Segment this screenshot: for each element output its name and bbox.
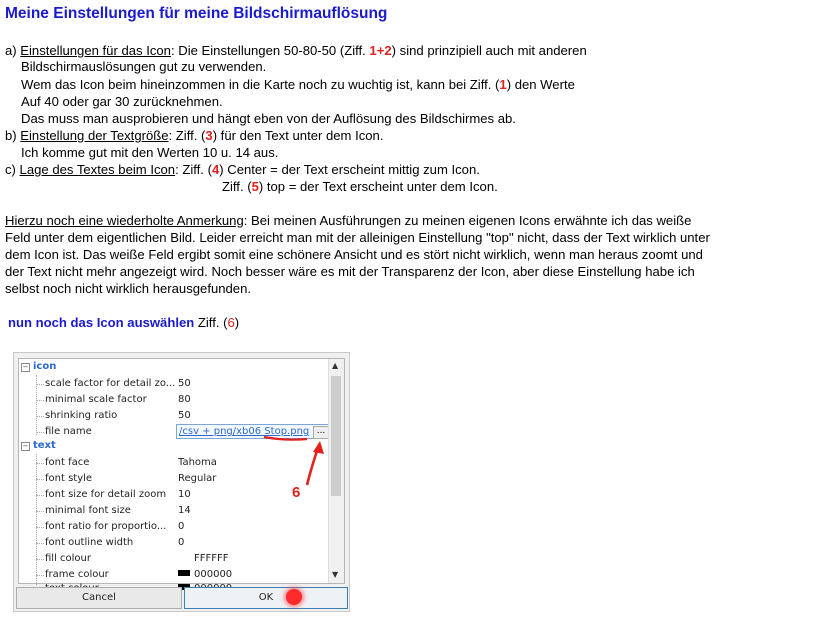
note-line-2: Feld unter dem eigentlichen Bild. Leider erreicht man mit der alleinigen Einstellung "top" nicht, dass der Text wirklich unter xyxy=(5,230,710,245)
section-b-label: Einstellung der Textgröße xyxy=(20,128,169,143)
note-text: : Bei meinen Ausführungen zu meinen eigenen Icons erwähnte ich das weiße xyxy=(243,213,692,228)
section-c-prefix: c) xyxy=(5,162,20,177)
property-name: font style xyxy=(45,473,93,484)
property-name: file name xyxy=(45,426,92,437)
ref-number: 4 xyxy=(211,162,220,177)
property-name: font face xyxy=(45,457,90,468)
property-value[interactable]: 0 xyxy=(178,537,185,548)
note-label: Hierzu noch eine wiederholte Anmerkung xyxy=(5,213,244,228)
property-value[interactable]: Tahoma xyxy=(178,457,217,468)
section-a-prefix: a) xyxy=(5,43,21,58)
property-name: minimal scale factor xyxy=(45,394,147,405)
page-title: Meine Einstellungen für meine Bildschirmauflösung xyxy=(5,5,388,22)
ref-number: 1 xyxy=(499,77,507,92)
category-label: text xyxy=(33,440,56,451)
section-b-prefix: b) xyxy=(5,128,21,143)
properties-dialog xyxy=(13,352,350,612)
section-c-text: ) Center = der Text erscheint mittig zum Icon. xyxy=(219,162,480,177)
select-text: ) xyxy=(234,315,240,330)
property-value[interactable]: 50 xyxy=(178,378,191,389)
section-a-line-4: Auf 40 oder gar 30 zurücknehmen. xyxy=(21,94,223,109)
property-name: font outline width xyxy=(45,537,134,548)
property-name: shrinking ratio xyxy=(45,410,118,421)
ref-number: 6 xyxy=(227,315,235,330)
section-c-line-1 xyxy=(5,162,480,179)
select-icon-heading: nun noch das Icon auswählen xyxy=(8,315,195,330)
category-label: icon xyxy=(33,361,57,372)
section-b-text: : Ziff. ( xyxy=(168,128,206,143)
property-value[interactable]: 14 xyxy=(178,505,191,516)
property-value-text: 000000 xyxy=(194,569,233,580)
property-name: font size for detail zoom xyxy=(45,489,167,500)
section-c-line-2 xyxy=(222,179,498,196)
note-line-1 xyxy=(5,213,691,230)
property-name: fill colour xyxy=(45,553,91,564)
ref-number: 5 xyxy=(251,179,259,194)
section-a-text: ) den Werte xyxy=(506,77,575,92)
property-value[interactable]: 10 xyxy=(178,489,191,500)
property-value[interactable]: Regular xyxy=(178,473,217,484)
section-a-text: Wem das Icon beim hineinzommen in die Karte noch zu wuchtig ist, kann bei Ziff. ( xyxy=(21,77,500,92)
section-b-line-1 xyxy=(5,128,383,145)
annotation-arrow-icon xyxy=(14,353,351,613)
property-name: minimal font size xyxy=(45,505,131,516)
file-name-value: /csv + png/xb06 Stop.png xyxy=(179,426,310,437)
ref-number: 1 xyxy=(369,43,377,58)
section-a-line-3 xyxy=(21,77,575,94)
collapse-icon[interactable]: − xyxy=(22,363,29,371)
section-c-text: Ziff. ( xyxy=(222,179,252,194)
browse-button[interactable]: ... xyxy=(313,426,329,439)
property-value[interactable]: 50 xyxy=(178,410,191,421)
property-name: scale factor for detail zo... xyxy=(45,378,176,389)
property-name: frame colour xyxy=(45,569,109,580)
ok-button[interactable]: OK xyxy=(184,587,348,609)
cancel-button[interactable]: Cancel xyxy=(16,587,182,609)
scroll-up-icon[interactable]: ▲ xyxy=(332,361,339,370)
section-c-text: ) top = der Text erscheint unter dem Icon. xyxy=(258,179,498,194)
note-line-5: selbst noch nicht wirklich herausgefunden. xyxy=(5,281,252,296)
click-marker-icon xyxy=(286,589,302,605)
collapse-icon[interactable]: − xyxy=(22,442,29,450)
section-a-line-2: Bildschirmauslösungen gut zu verwenden. xyxy=(21,59,267,74)
section-c-text: : Ziff. ( xyxy=(175,162,212,177)
ref-number: 2 xyxy=(384,43,392,58)
property-value[interactable]: 80 xyxy=(178,394,191,405)
scroll-down-icon[interactable]: ▼ xyxy=(332,570,339,579)
ref-plus: + xyxy=(376,43,385,58)
property-value[interactable]: FFFFFF xyxy=(194,553,229,564)
section-a-line-1 xyxy=(5,43,587,60)
section-a-label: Einstellungen für das Icon xyxy=(20,43,171,58)
property-name: font ratio for proportio... xyxy=(45,521,167,532)
section-b-text: ) für den Text unter dem Icon. xyxy=(212,128,384,143)
note-line-3: dem Icon ist. Das weiße Feld ergibt somit eine schönere Ansicht und es stört nicht wirklich, wenn man heraus zoomt und xyxy=(5,247,703,262)
ref-number: 3 xyxy=(205,128,213,143)
section-c-label: Lage des Textes beim Icon xyxy=(19,162,176,177)
select-text: Ziff. ( xyxy=(194,315,228,330)
annotation-number: 6 xyxy=(292,484,301,501)
section-a-text: ) sind prinzipiell auch mit anderen xyxy=(391,43,587,58)
note-line-4: der Text nicht mehr angezeigt wird. Noch besser wäre es mit der Transparenz der Icon, aber diese Einstellung habe ich xyxy=(5,264,695,279)
section-a-text: : Die Einstellungen 50-80-50 (Ziff. xyxy=(170,43,370,58)
section-b-line-2: Ich komme gut mit den Werten 10 u. 14 aus. xyxy=(21,145,279,160)
select-icon-line xyxy=(8,315,239,332)
section-a-line-5: Das muss man ausprobieren und hängt eben von der Auflösung des Bildschirmes ab. xyxy=(21,111,516,126)
property-value[interactable]: 0 xyxy=(178,521,185,532)
